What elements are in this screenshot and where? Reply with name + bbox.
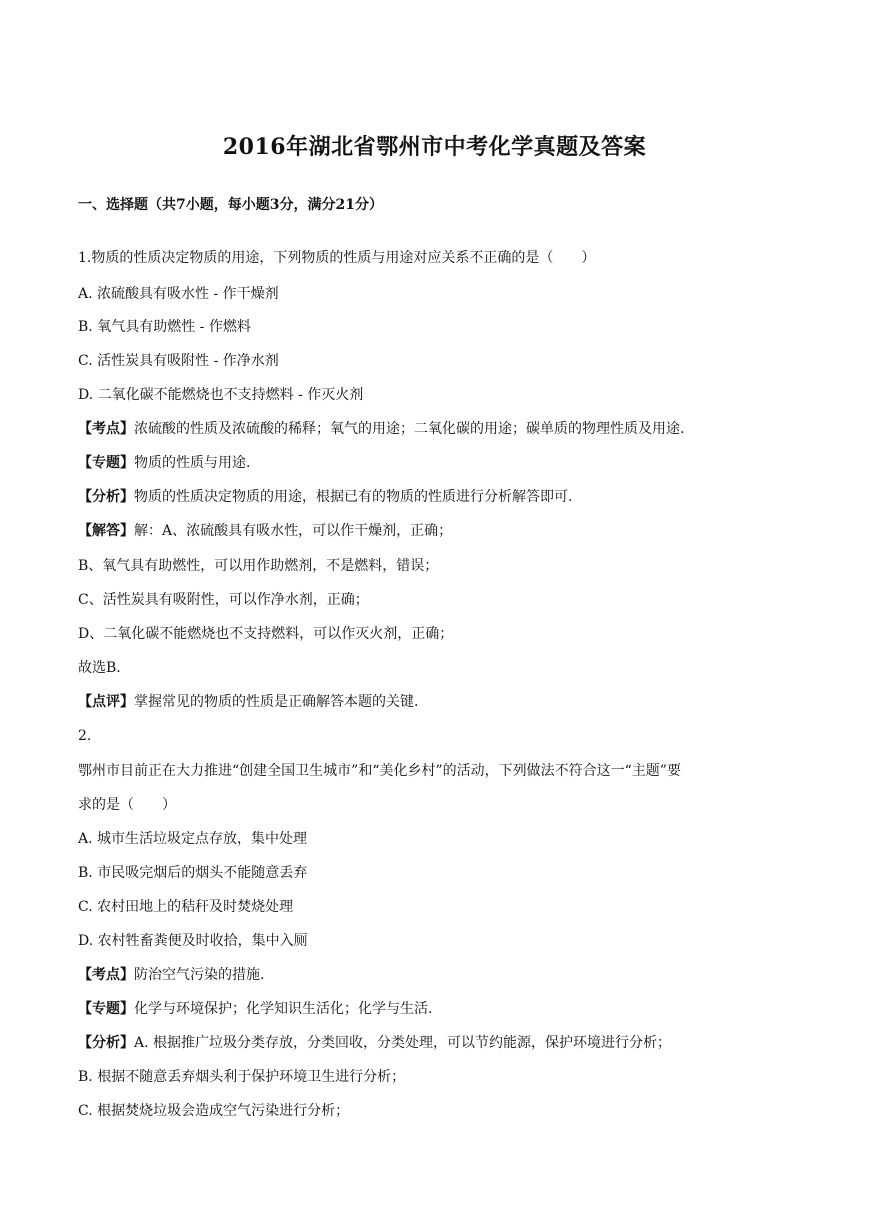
question-1-option-a: A. 浓硫酸具有吸水性 - 作干燥剂: [78, 286, 279, 302]
fenxi-text: A. 根据推广垃圾分类存放，分类回收，分类处理，可以节约能源，保护环境进行分析；: [134, 1035, 672, 1051]
fenxi-tag: 【分析】: [78, 1035, 134, 1051]
zhuanti-text: 化学与环境保护；化学知识生活化；化学与生活.: [134, 1001, 433, 1017]
question-2-number: 2.: [78, 728, 92, 744]
question-1-stem: 1.物质的性质决定物质的用途，下列物质的性质与用途对应关系不正确的是（ ）: [78, 250, 596, 266]
zhuanti-tag: 【专题】: [78, 455, 134, 471]
jieda-text: 解：A、浓硫酸具有吸水性，可以作干燥剂，正确；: [134, 523, 453, 539]
question-1-answer-c: C、活性炭具有吸附性，可以作净水剂，正确；: [78, 592, 369, 608]
question-1-option-b: B. 氧气具有助燃性 - 作燃料: [78, 319, 251, 335]
question-1-option-d: D. 二氧化碳不能燃烧也不支持燃料 - 作灭火剂: [78, 387, 364, 403]
fenxi-tag: 【分析】: [78, 489, 134, 505]
question-1-kaodian: [78, 419, 684, 439]
question-2-option-c: C. 农村田地上的秸秆及时焚烧处理: [78, 899, 294, 915]
dianping-tag: 【点评】: [78, 694, 134, 710]
kaodian-text: 浓硫酸的性质及浓硫酸的稀释；氧气的用途；二氧化碳的用途；碳单质的物理性质及用途.: [134, 421, 685, 437]
kaodian-tag: 【考点】: [78, 421, 134, 437]
question-1-choice: 故选B.: [78, 660, 121, 676]
question-1-zhuanti: [78, 453, 250, 473]
question-2-option-a: A. 城市生活垃圾定点存放，集中处理: [78, 831, 308, 847]
kaodian-text: 防治空气污染的措施.: [134, 967, 265, 983]
kaodian-tag: 【考点】: [78, 967, 134, 983]
zhuanti-tag: 【专题】: [78, 1001, 134, 1017]
question-1-answer-b: B、氧气具有助燃性，可以用作助燃剂，不是燃料，错误；: [78, 558, 439, 574]
fenxi-text: 物质的性质决定物质的用途，根据已有的物质的性质进行分析解答即可.: [134, 489, 573, 505]
question-2-stem-line2: 求的是（ ）: [78, 797, 176, 813]
question-2-fenxi: [78, 1033, 671, 1053]
page-title: 2016年湖北省鄂州市中考化学真题及答案: [222, 134, 647, 160]
dianping-text: 掌握常见的物质的性质是正确解答本题的关键.: [134, 694, 419, 710]
question-2-analysis-b: B. 根据不随意丢弃烟头利于保护环境卫生进行分析；: [78, 1069, 406, 1085]
question-1-fenxi: [78, 487, 572, 507]
question-2-analysis-c: C. 根据焚烧垃圾会造成空气污染进行分析；: [78, 1103, 350, 1119]
question-2-kaodian: [78, 965, 264, 985]
zhuanti-text: 物质的性质与用途.: [134, 455, 251, 471]
question-1-option-c: C. 活性炭具有吸附性 - 作净水剂: [78, 353, 279, 369]
question-2-stem-line1: 鄂州市目前正在大力推进“创建全国卫生城市”和“美化乡村”的活动，下列做法不符合这一“主题”要: [78, 763, 681, 779]
question-1-jieda: [78, 521, 452, 541]
question-2-option-b: B. 市民吸完烟后的烟头不能随意丢弃: [78, 865, 308, 881]
question-1-dianping: [78, 692, 418, 712]
question-1-answer-d: D、二氧化碳不能燃烧也不支持燃料，可以作灭火剂，正确；: [78, 626, 454, 642]
question-2-zhuanti: [78, 999, 432, 1019]
question-2-option-d: D. 农村牲畜粪便及时收拾，集中入厕: [78, 933, 308, 949]
jieda-tag: 【解答】: [78, 523, 134, 539]
section-heading: 一、选择题（共7小题，每小题3分，满分21分）: [78, 197, 383, 213]
